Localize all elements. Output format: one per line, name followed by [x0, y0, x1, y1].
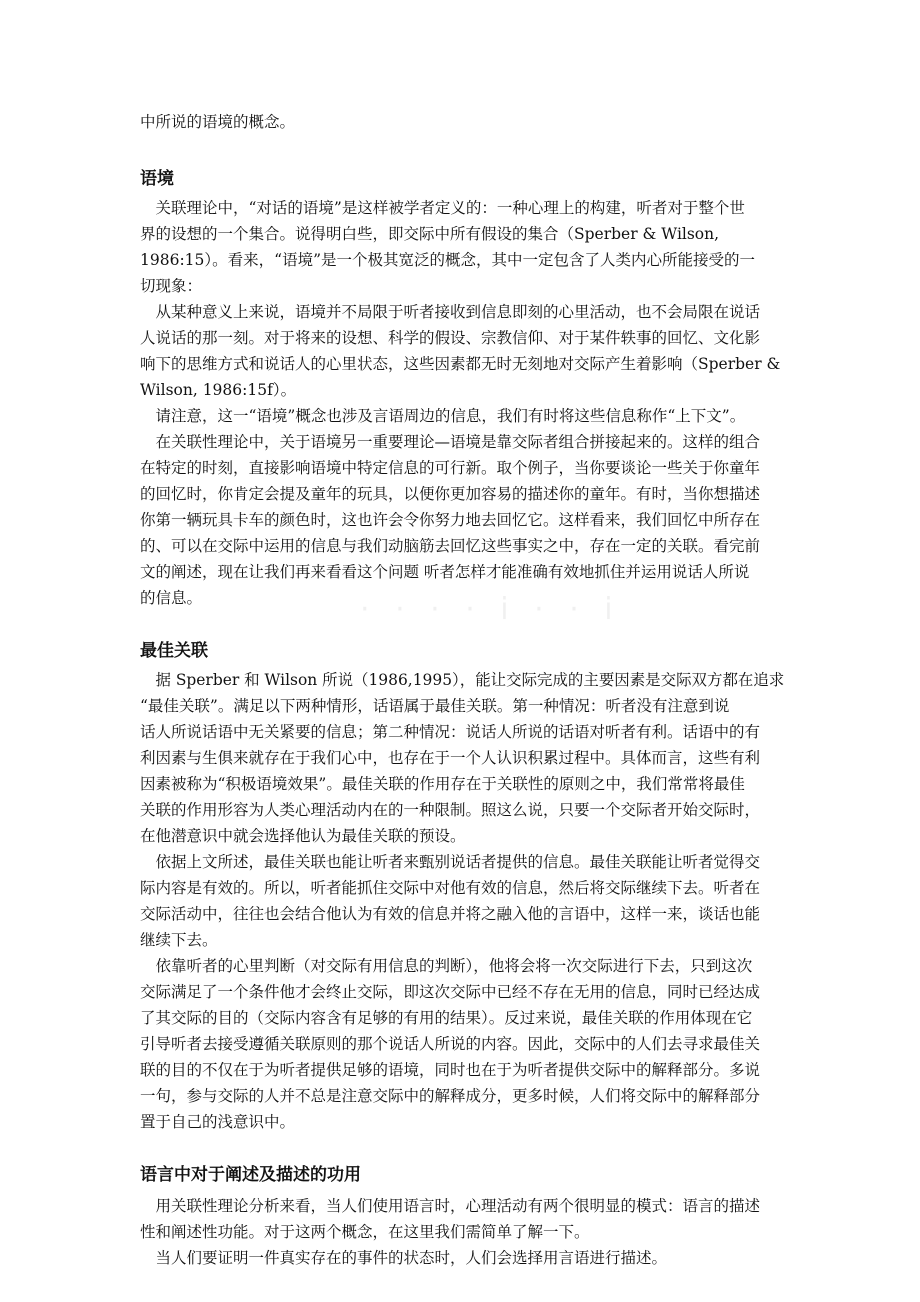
section-heading: 语言中对于阐述及描述的功用: [140, 1165, 361, 1185]
text-line: 性和阐述性功能。对于这两个概念，在这里我们需简单了解一下。: [140, 1223, 590, 1241]
text-line: 关联的作用形容为人类心理活动内在的一种限制。照这么说，只要一个交际者开始交际时，: [140, 801, 761, 819]
text-line: 响下的思维方式和说话人的心里状态，这些因素都无时无刻地对交际产生着影响（Sperber &: [140, 355, 781, 373]
text-line: 的回忆时，你肯定会提及童年的玩具，以便你更加容易的描述你的童年。有时，当你想描述: [140, 485, 761, 503]
watermark: · · · · i · · i: [360, 592, 621, 627]
text-line: “最佳关联”。满足以下两种情形，话语属于最佳关联。第一种情况：听者没有注意到说: [140, 697, 730, 715]
section: [140, 167, 784, 611]
text-line: 当人们要证明一件真实存在的事件的状态时，人们会选择用言语进行描述。: [140, 1249, 668, 1267]
text-line: 利因素与生俱来就存在于我们心中，也存在于一个人认识积累过程中。具体而言，这些有利: [140, 749, 761, 767]
section: [140, 639, 784, 1135]
text-line: 因素被称为“积极语境效果”。最佳关联的作用存在于关联性的原则之中，我们常常将最佳: [140, 775, 745, 793]
text-line: 关联理论中，“对话的语境”是这样被学者定义的：一种心理上的构建，听者对于整个世: [140, 199, 745, 217]
text-line: 人说话的那一刻。对于将来的设想、科学的假设、宗教信仰、对于某件轶事的回忆、文化影: [140, 329, 761, 347]
section-heading: 最佳关联: [140, 641, 208, 661]
text-line: 你第一辆玩具卡车的颜色时，这也许会令你努力地去回忆它。这样看来，我们回忆中所存在: [140, 511, 761, 529]
text-line: 一句，参与交际的人并不总是注意交际中的解释成分，更多时候，人们将交际中的解释部分: [140, 1087, 761, 1105]
text-line: 交际满足了一个条件他才会终止交际，即这次交际中已经不存在无用的信息，同时已经达成: [140, 983, 761, 1001]
text-line: 据 Sperber 和 Wilson 所说（1986,1995），能让交际完成的主要因素是交际双方都在追求: [140, 671, 785, 689]
sections-container: [140, 167, 784, 1271]
text-line: 界的设想的一个集合。说得明白些，即交际中所有假设的集合（Sperber & Wilson,: [140, 225, 720, 243]
text-line: 联的目的不仅在于为听者提供足够的语境，同时也在于为听者提供交际中的解释部分。多说: [140, 1061, 761, 1079]
text-line: 在关联性理论中，关于语境另一重要理论—语境是靠交际者组合拼接起来的。这样的组合: [140, 433, 761, 451]
text-line: 依靠听者的心里判断（对交际有用信息的判断），他将会将一次交际进行下去，只到这次: [140, 957, 753, 975]
section: [140, 1163, 784, 1271]
text-line: Wilson, 1986:15f）。: [140, 381, 297, 399]
intro-line: 中所说的语境的概念。: [140, 113, 296, 131]
text-line: 了其交际的目的（交际内容含有足够的有用的结果）。反过来说，最佳关联的作用体现在它: [140, 1009, 753, 1027]
text-line: 引导听者去接受遵循关联原则的那个说话人所说的内容。因此，交际中的人们去寻求最佳关: [140, 1035, 761, 1053]
text-line: 文的阐述，现在让我们再来看看这个问题 听者怎样才能准确有效地抓住并运用说话人所说: [140, 563, 750, 581]
text-line: 际内容是有效的。所以，听者能抓住交际中对他有效的信息，然后将交际继续下去。听者在: [140, 879, 761, 897]
text-line: 在特定的时刻，直接影响语境中特定信息的可行新。取个例子，当你要谈论一些关于你童年: [140, 459, 761, 477]
text-line: 交际活动中，往往也会结合他认为有效的信息并将之融入他的言语中，这样一来，谈话也能: [140, 905, 761, 923]
text-line: 切现象：: [140, 277, 203, 295]
text-line: 1986:15）。看来，“语境”是一个极其宽泛的概念，其中一定包含了人类内心所能接受的一: [140, 251, 755, 269]
text-line: 依据上文所述，最佳关联也能让听者来甄别说话者提供的信息。最佳关联能让听者觉得交: [140, 853, 761, 871]
document-body: [140, 109, 784, 1271]
text-line: 继续下去。: [140, 931, 218, 949]
text-line: 的信息。: [140, 589, 203, 607]
text-line: 置于自己的浅意识中。: [140, 1113, 296, 1131]
text-line: 话人所说话语中无关紧要的信息；第二种情况：说话人所说的话语对听者有利。话语中的有: [140, 723, 761, 741]
text-line: 在他潜意识中就会选择他认为最佳关联的预设。: [140, 827, 466, 845]
text-line: 从某种意义上来说，语境并不局限于听者接收到信息即刻的心里活动，也不会局限在说话: [140, 303, 761, 321]
text-line: 请注意，这一“语境”概念也涉及言语周边的信息，我们有时将这些信息称作“上下文”。: [140, 407, 746, 425]
text-line: 用关联性理论分析来看，当人们使用语言时，心理活动有两个很明显的模式：语言的描述: [140, 1197, 761, 1215]
text-line: 的、可以在交际中运用的信息与我们动脑筋去回忆这些事实之中，存在一定的关联。看完前: [140, 537, 761, 555]
section-heading: 语境: [140, 169, 174, 189]
